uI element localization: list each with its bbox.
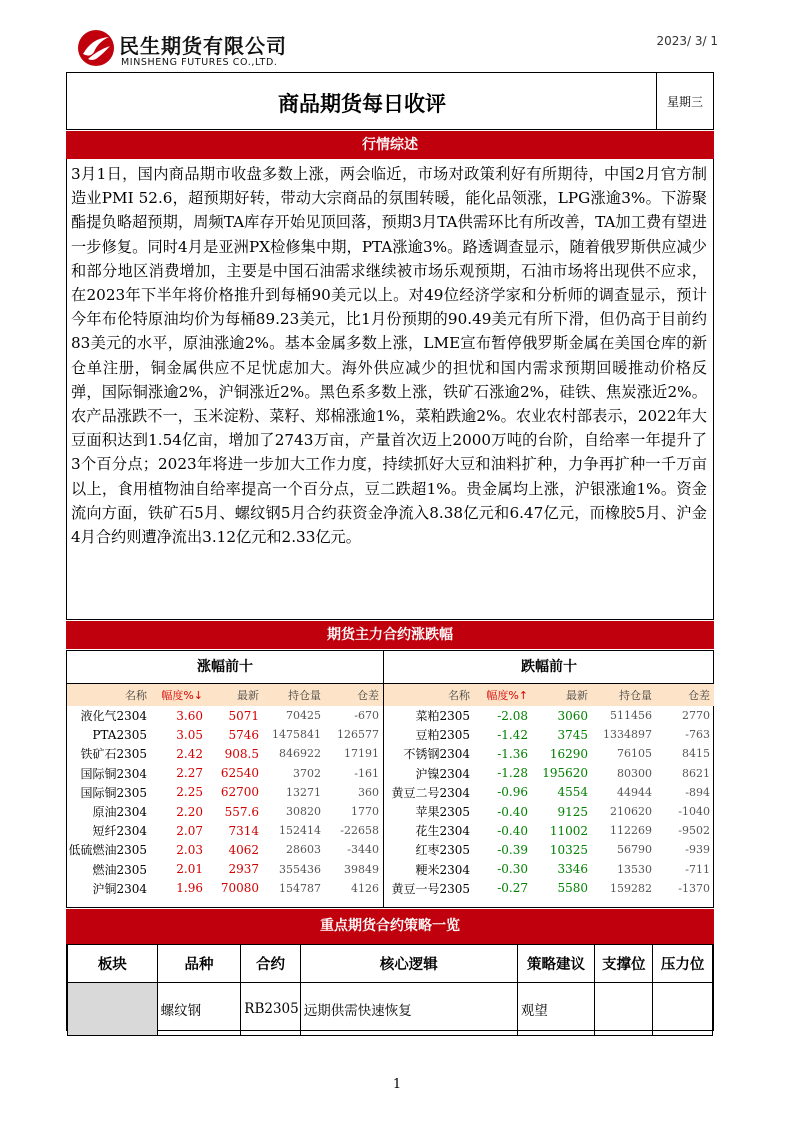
th-resistance: 压力位: [653, 945, 713, 983]
losers-title: 跌幅前十: [384, 651, 714, 684]
cell-open-interest: 80300: [617, 766, 652, 780]
cell-latest: 908.5: [224, 746, 259, 761]
cell-change: -0.40: [497, 804, 528, 819]
col-open-interest: 持仓量: [288, 689, 321, 702]
cell-advice: 观望: [517, 983, 595, 1036]
cell-latest: 5746: [228, 727, 259, 742]
table-row: [384, 764, 714, 783]
brand-name-cn: 民生期货有限公司: [119, 34, 287, 58]
cell-change: 3.60: [176, 708, 203, 723]
cell-latest: 3346: [557, 862, 588, 877]
losers-column-header: [384, 684, 714, 706]
cell-open-interest: 159282: [610, 881, 652, 895]
col-change: 幅度%↓: [161, 689, 203, 702]
cell-open-interest: 56790: [617, 843, 652, 857]
cell-name: 苹果2305: [415, 805, 470, 820]
col-latest: 最新: [237, 689, 259, 702]
cell-change: 2.25: [176, 785, 203, 800]
cell-name: 沪镍2304: [415, 766, 470, 781]
cell-change: -0.39: [497, 842, 528, 857]
cell-oi-change: -22658: [340, 824, 379, 838]
cell-resistance: [653, 983, 713, 1036]
cell-change: 3.05: [176, 727, 203, 742]
table-row: [67, 879, 383, 898]
th-contract: 合约: [241, 945, 300, 983]
movers-table: [66, 650, 714, 908]
cell-latest: 62540: [220, 766, 259, 781]
cell-latest: 4062: [228, 842, 259, 857]
cell-name: 国际铜2305: [80, 785, 147, 800]
table-row: [67, 725, 383, 744]
losers-panel: [384, 651, 714, 907]
cell-oi-change: 126577: [337, 728, 379, 742]
cell-latest: 62700: [220, 785, 259, 800]
cell-oi-change: 4126: [351, 881, 379, 895]
table-row: [384, 725, 714, 744]
cell-latest: 195620: [542, 766, 588, 781]
table-row: [67, 860, 383, 879]
cell-oi-change: 2770: [682, 709, 710, 723]
cell-open-interest: 355436: [279, 862, 321, 876]
col-name: 名称: [448, 689, 470, 702]
cell-name: 豆粕2305: [415, 728, 470, 743]
col-change: 幅度%↑: [486, 689, 528, 702]
cell-latest: 4554: [557, 785, 588, 800]
report-date: 2023/ 3/ 1: [656, 34, 718, 48]
cell-open-interest: 76105: [617, 747, 652, 761]
cell-name: 黄豆一号2305: [391, 881, 470, 896]
cell-change: 2.42: [176, 746, 203, 761]
section-header-strategy: 重点期货合约策略一览: [66, 909, 714, 944]
cell-latest: 70080: [220, 881, 259, 896]
table-row: [67, 821, 383, 840]
table-row: [67, 744, 383, 763]
cell-oi-change: -939: [685, 843, 710, 857]
cell-change: -1.28: [497, 766, 528, 781]
cell-latest: 7314: [228, 823, 259, 838]
cell-change: -1.42: [497, 727, 528, 742]
cell-change: 2.20: [176, 804, 203, 819]
th-advice: 策略建议: [517, 945, 595, 983]
table-row: [384, 706, 714, 725]
gainers-rows: [67, 706, 383, 898]
cell-sector: [68, 983, 158, 1036]
cell-latest: 5071: [228, 708, 259, 723]
cell-oi-change: 39849: [344, 862, 379, 876]
cell-latest: 5580: [557, 881, 588, 896]
th-sector: 板块: [68, 945, 158, 983]
table-row: [384, 879, 714, 898]
cell-name: 原油2304: [92, 805, 147, 820]
cell-name: 短纤2304: [92, 824, 147, 839]
cell-open-interest: 846922: [279, 747, 321, 761]
cell-name: 花生2304: [415, 824, 470, 839]
cell-open-interest: 112269: [610, 824, 652, 838]
cell-name: PTA2305: [92, 727, 147, 742]
cell-name: 铁矿石2305: [80, 747, 147, 762]
col-open-interest: 持仓量: [619, 689, 652, 702]
cell-open-interest: 3702: [293, 766, 321, 780]
strategy-header-row: [68, 945, 713, 983]
cell-open-interest: 28603: [286, 843, 321, 857]
table-row: [384, 744, 714, 763]
cell-oi-change: 1770: [351, 805, 379, 819]
cell-open-interest: 511456: [610, 709, 652, 723]
col-oi-change: 仓差: [688, 689, 710, 702]
table-row: [67, 802, 383, 821]
page-title: 商品期货每日收评: [278, 92, 446, 116]
cell-change: 2.27: [176, 766, 203, 781]
cell-change: -2.08: [497, 708, 528, 723]
th-core-logic: 核心逻辑: [300, 945, 517, 983]
table-row: [67, 840, 383, 859]
cell-name: 红枣2305: [415, 843, 470, 858]
cell-variety: 螺纹钢: [157, 983, 241, 1036]
cell-core-logic: 远期供需快速恢复: [300, 983, 517, 1036]
cell-oi-change: 360: [358, 785, 379, 799]
table-row: [384, 840, 714, 859]
cell-open-interest: 70425: [286, 709, 321, 723]
gainers-column-header: [67, 684, 383, 706]
table-row: [384, 821, 714, 840]
cell-oi-change: 8415: [682, 747, 710, 761]
cell-open-interest: 44944: [617, 785, 652, 799]
table-row: [67, 764, 383, 783]
page-number: 1: [392, 1077, 402, 1092]
cell-oi-change: -161: [354, 766, 379, 780]
table-row: [384, 860, 714, 879]
col-oi-change: 仓差: [357, 689, 379, 702]
cell-change: -1.36: [497, 746, 528, 761]
cell-open-interest: 13530: [617, 862, 652, 876]
cell-latest: 16290: [549, 746, 588, 761]
cell-change: -0.30: [497, 862, 528, 877]
losers-rows: [384, 706, 714, 898]
cell-open-interest: 1334897: [603, 728, 652, 742]
cell-name: 沪铜2304: [92, 881, 147, 896]
cell-oi-change: -9502: [678, 824, 710, 838]
cell-latest: 9125: [557, 804, 588, 819]
gainers-panel: [67, 651, 384, 907]
cell-oi-change: 8621: [682, 766, 710, 780]
minsheng-logo: [76, 28, 116, 68]
cell-name: 黄豆二号2304: [391, 785, 470, 800]
cell-open-interest: 1475841: [272, 728, 321, 742]
weekday: 星期三: [656, 73, 713, 129]
th-support: 支撑位: [595, 945, 653, 983]
cell-contract: RB2305: [241, 983, 300, 1036]
cell-name: 粳米2304: [415, 862, 470, 877]
col-name: 名称: [125, 689, 147, 702]
cell-change: 2.07: [176, 823, 203, 838]
brand-name-en: MINSHENG FUTURES CO.,LTD.: [121, 57, 278, 68]
col-latest: 最新: [566, 689, 588, 702]
section-header-summary: 行情综述: [66, 131, 714, 159]
cell-name: 低硫燃油2305: [68, 843, 147, 858]
cell-oi-change: -711: [685, 862, 710, 876]
table-row: [67, 783, 383, 802]
cell-open-interest: 13271: [286, 785, 321, 799]
cell-name: 不锈钢2304: [403, 747, 470, 762]
cell-open-interest: 154787: [279, 881, 321, 895]
cell-latest: 10325: [549, 842, 588, 857]
cell-change: -0.96: [497, 785, 528, 800]
cell-change: 2.01: [176, 862, 203, 877]
cell-change: 2.03: [176, 842, 203, 857]
cell-name: 国际铜2304: [80, 766, 147, 781]
cell-name: 燃油2305: [92, 862, 147, 877]
th-variety: 品种: [157, 945, 241, 983]
cell-change: -0.27: [497, 881, 528, 896]
section-header-movers: 期货主力合约涨跌幅: [66, 621, 714, 649]
cell-support: [595, 983, 653, 1036]
cell-oi-change: -3440: [347, 843, 379, 857]
table-row: [384, 802, 714, 821]
title-box: [66, 72, 714, 130]
table-row: [384, 783, 714, 802]
gainers-title: 涨幅前十: [67, 651, 383, 684]
cell-name: 液化气2304: [80, 709, 147, 724]
strategy-row: [68, 983, 713, 1036]
table-row: [67, 706, 383, 725]
cell-oi-change: -1040: [678, 805, 710, 819]
cell-name: 菜粕2305: [415, 709, 470, 724]
cell-oi-change: -1370: [678, 881, 710, 895]
cell-latest: 11002: [549, 823, 588, 838]
cell-oi-change: -894: [685, 785, 710, 799]
cell-latest: 2937: [228, 862, 259, 877]
cell-latest: 557.6: [224, 804, 259, 819]
summary-text: 3月1日，国内商品期市收盘多数上涨，两会临近，市场对政策利好有所期待，中国2月官方制造业PMI 52.6，超预期好转，带动大宗商品的氛围转暖，能化品领涨，LPG涨逾3%。下游聚酯提负略超预期，周频TA库存开始见顶回落，预期3月TA供需环比有所改善，TA加工费有望进一步修复。同时4月是亚洲PX检修集中期，PTA涨逾3%。路透调查显示，随着俄罗斯供应减少和部分地区消费增加，主要是中国石油需求继续被市场乐观预期，石油市场将出现供不应求，在2023年下半年将价格推升到每桶90美元以上。对49位经济学家和分析师的调查显示，预计今年布伦特原油均价为每桶89.23美元，比1月份预期的90.49美元有所下滑，但仍高于目前约83美元的水平，原油涨逾2%。基本金属多数上涨，LME宣布暂停俄罗斯金属在美国仓库的新仓单注册，铜金属供应不足忧虑加大。海外供应减少的担忧和国内需求预期回暖推动价格反弹，国际铜涨逾2%，沪铜涨近2%。黑色系多数上涨，铁矿石涨逾2%，硅铁、焦炭涨近2%。农产品涨跌不一，玉米淀粉、菜籽、郑棉涨逾1%，菜粕跌逾2%。农业农村部表示，2022年大豆面积达到1.54亿亩，增加了2743万亩，产量首次迈上2000万吨的台阶，自给率一年提升了3个百分点；2023年将进一步加大工作力度，持续抓好大豆和油料扩种，力争再扩种一千万亩以上，食用植物油自给率提高一个百分点，豆二跌超1%。贵金属均上涨，沪银涨逾1%。资金流向方面，铁矿石5月、螺纹钢5月合约获资金净流入8.38亿元和6.47亿元，而橡胶5月、沪金4月合约则遭净流出3.12亿元和2.33亿元。: [66, 159, 714, 620]
cell-change: 1.96: [176, 881, 203, 896]
strategy-table: [66, 944, 714, 1031]
cell-change: -0.40: [497, 823, 528, 838]
cell-latest: 3745: [557, 727, 588, 742]
cell-oi-change: 17191: [344, 747, 379, 761]
cell-open-interest: 30820: [286, 805, 321, 819]
cell-open-interest: 210620: [610, 805, 652, 819]
cell-oi-change: -763: [685, 728, 710, 742]
cell-oi-change: -670: [354, 709, 379, 723]
cell-latest: 3060: [557, 708, 588, 723]
cell-open-interest: 152414: [279, 824, 321, 838]
